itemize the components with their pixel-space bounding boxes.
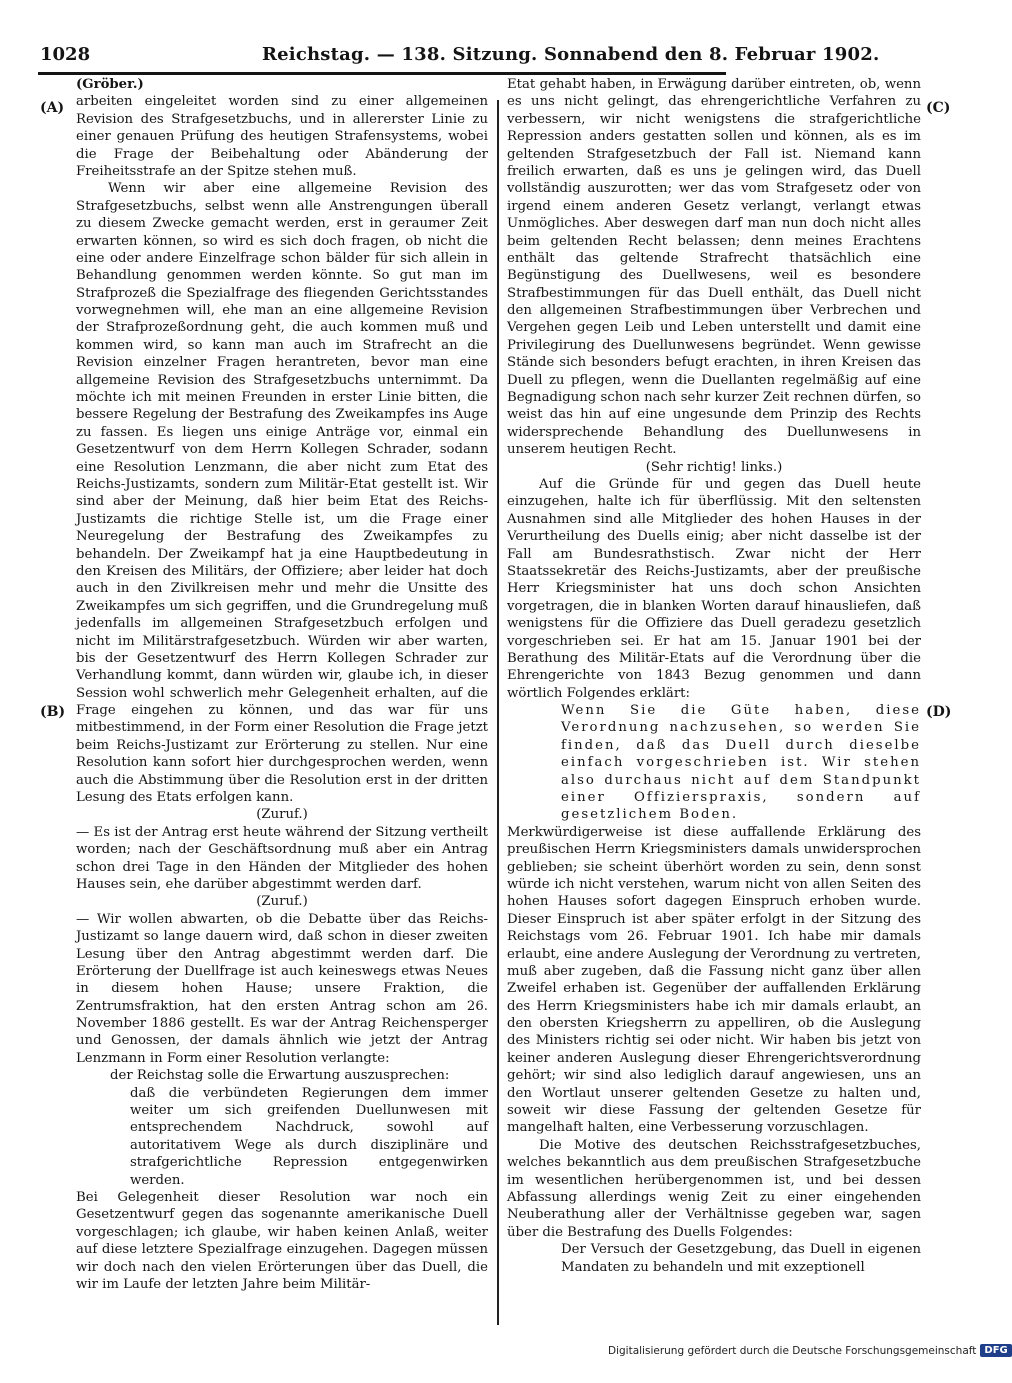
paragraph: Auf die Gründe für und gegen das Duell heute einzugehen, halte ich für überflüssig. Mit den seltensten Ausnahmen sind alle Mitglieder des hohen Hauses in der Verurtheilung des Duells einig; aber nicht dasselbe ist der Fall am Bundesrathstisch. Zwar nicht der Herr Staatssekretär des Reichs-Justizamts, aber der preußische Herr Kriegsminister hat uns doch schon Ansichten vorgetragen, die in blanken Worten darauf hinausliefen, daß wenigstens für die Offiziere das Duell geradezu gesetzlich vorgeschrieben sei. Er hat am 15. Januar 1901 bei der Berathung des Militär-Etats auf die Verordnung über die Ehrengerichte von 1843 Bezug genommen und dann wörtlich Folgendes erklärt: xyxy=(507,476,921,701)
block-quote: Wenn Sie die Güte haben, diese Verordnung nachzusehen, so werden Sie finden, daß das Duell durch dieselbe einfach vorgeschrieben ist. Wir stehen also durchaus nicht auf dem Standpunkt einer Offizierspraxis, sondern auf gesetzlichem Boden. xyxy=(561,703,921,823)
paragraph: Wenn wir aber eine allgemeine Revision des Strafgesetzbuchs, selbst wenn alle Anstrengungen überall zu diesem Zwecke gemacht werden, erst in geraumer Zeit erwarten können, so wird es sich doch fragen, ob nicht die eine oder andere Einzelfrage schon bälder für sich allein in Behandlung genommen werden könnte. So gut man im Strafprozeß die Spezialfrage des fliegenden Gerichtsstandes vorwegnehmen will, ehe man an eine allgemeine Revision der Strafprozeßordnung geht, die auch kommen muß und kommen wird, so kann man auch im Strafrecht an die Revision einzelner Fragen herantreten, bevor man eine allgemeine Revision des Strafgesetzbuchs unternimmt. Da möchte ich mit meinen Freunden in erster Linie bitten, die bessere Regelung der Bestrafung des Zweikampfes ins Auge zu fassen. Es liegen uns einige Anträge vor, einmal ein Gesetzentwurf von dem Herrn Kollegen Schrader, sodann eine Resolution Lenzmann, die aber nicht zum Etat des Reichs-Justizamts, sondern zum Militär-Etat gestellt ist. Wir sind aber der Meinung, daß hier beim Etat des Reichs-Justizamts die richtige Stelle ist, um die Frage einer Neuregelung der Bestrafung des Zweikampfes zu behandeln. Der Zweikampf hat ja eine Hauptbedeutung in den Kreisen des Militärs, der Offiziere; aber leider hat doch auch in den Zivilkreisen mehr und mehr die Unsitte des Zweikampfes um sich gegriffen, und die Grundregelung muß jedenfalls im allgemeinen Strafgesetzbuch erfolgen und nicht im Militärstrafgesetzbuch. Würden wir aber warten, bis der Gesetzentwurf des Herrn Kollegen Schrader zur Verhandlung kommt, dann würden wir, glaube ich, in dieser Session wohl schwerlich mehr Gelegenheit erhalten, auf die Frage eingehen zu können, und das war für uns mitbestimmend, in der Form einer Resolution die Frage jetzt beim Reichs-Justizamt zur Erörterung zu stellen. Nur eine Resolution kann sofort hier durchgesprochen werden, wenn auch die Abstimmung über die Resolution erst in der dritten Lesung des Etats erfolgen kann. xyxy=(76,181,488,806)
block-quote: daß die verbündeten Regierungen dem immer weiter um sich greifenden Duellunwesen mit entsprechendem Nachdruck, sowohl auf autoritativem Wege als durch disziplinäre und strafgerichtliche Repression entgegenwirken werden. xyxy=(130,1085,488,1188)
paragraph: — Es ist der Antrag erst heute während der Sitzung vertheilt worden; nach der Geschäftsordnung muß aber ein Antrag schon drei Tage in den Händen der Mitglieder des hohen Hauses sein, ehe darüber abgestimmt werden darf. xyxy=(76,824,488,892)
footer-text: Digitalisierung gefördert durch die Deutsche Forschungsgemeinschaft xyxy=(608,1344,977,1357)
footer-credit xyxy=(608,1344,1008,1357)
paragraph: Merkwürdigerweise ist diese auffallende Erklärung des preußischen Herrn Kriegsministers damals unwidersprochen geblieben; sie scheint überhört worden zu sein, denn sonst würde ich nicht verstehen, warum nicht von allen Seiten des hohen Hauses sofort dagegen Einspruch erhoben wurde. Dieser Einspruch ist aber später erfolgt in der Sitzung des Reichstags vom 26. Februar 1901. Ich habe mir damals erlaubt, eine andere Auslegung der Verordnung zu vertreten, muß aber zugeben, daß die Fassung nicht ganz über allen Zweifel erhaben ist. Gegenüber der auffallenden Erklärung des Herrn Kriegsministers habe ich mir damals erlaubt, an den obersten Kriegsherrn zu appelliren, ob die Auslegung des Ministers richtig sei oder nicht. Wir haben bis jetzt von keiner anderen Auslegung dieser Ehrengerichtsverordnung gehört; wir sind also lediglich darauf angewiesen, uns an den Wortlaut unserer geltenden Gesetze zu halten und, soweit wir diese Fassung der geltenden Gesetze für mangelhaft halten, eine Verbesserung vorzuschlagen. xyxy=(507,824,921,1136)
interjection: (Sehr richtig! links.) xyxy=(645,459,783,475)
interjection: (Zuruf.) xyxy=(256,894,308,910)
quote-intro: der Reichstag solle die Erwartung auszusprechen: xyxy=(110,1068,450,1084)
right-column xyxy=(507,76,921,1276)
left-column xyxy=(76,76,488,1293)
dfg-logo-icon: DFG xyxy=(980,1344,1011,1357)
paragraph: Bei Gelegenheit dieser Resolution war noch ein Gesetzentwurf gegen das sogenannte amerikanische Duell vorgeschlagen; ich glaube, wir haben keinen Anlaß, weiter auf diese letztere Spezialfrage einzugehen. Dagegen müssen wir doch nach den vielen Erörterungen über das Duell, die wir im Laufe der letzten Jahre beim Militär- xyxy=(76,1190,488,1292)
margin-marker-d: (D) xyxy=(926,704,952,720)
paragraph: Etat gehabt haben, in Erwägung darüber eintreten, ob, wenn es uns nicht gelingt, das ehrengerichtliche Verfahren zu verbessern, wir nicht wenigstens die strafgerichtliche Repression anders gestatten sollen und können, als es im geltenden Strafgesetzbuch der Fall ist. Niemand kann freilich erwarten, daß es uns je gelingen wird, das Duell vollständig auszurotten; wer das vom Strafgesetz oder von irgend einem anderen Gesetz verlangt, verlangt etwas Unmögliches. Aber deswegen darf man nun doch nicht alles beim geltenden Recht belassen; denn meines Erachtens enthält das geltende Strafrecht thatsächlich eine Begünstigung des Duellwesens, weil es besondere Strafbestimmungen für das Duell enthält, das Duell nicht den allgemeinen Strafbestimmungen über Verbrechen und Vergehen gegen Leib und Leben unterstellt und damit eine Privilegirung des Duellunwesens begründet. Wenn gewisse Stände sich besonders befugt erachten, in ihren Kreisen das Duell zu pflegen, wenn die Duellanten regelmäßig auf eine Begnadigung schon nach sehr kurzer Zeit rechnen dürfen, so weist das hin auf eine ungesunde dem Prinzip des Rechts widersprechende Behandlung des Duellunwesens in unserem heutigen Recht. xyxy=(507,77,921,458)
paragraph: arbeiten eingeleitet worden sind zu einer allgemeinen Revision des Strafgesetzbuchs, und in allererster Linie zu einer genauen Prüfung des heutigen Strafensystems, wobei die Frage der Beibehaltung oder Abänderung der Freiheitsstrafe an der Spitze stehen muß. xyxy=(76,94,488,179)
header-rule xyxy=(38,72,726,75)
column-separator xyxy=(497,100,499,1325)
interjection: (Zuruf.) xyxy=(256,807,308,823)
margin-marker-c: (C) xyxy=(926,100,951,116)
margin-marker-a: (A) xyxy=(40,100,65,116)
paragraph: Die Motive des deutschen Reichsstrafgesetzbuches, welches bekanntlich aus dem preußischen Strafgesetzbuche im wesentlichen herübergenommen ist, und bei dessen Abfassung allerdings wenig Zeit zu einer eingehenden Neuberathung aller der Verhältnisse gegeben war, sagen über die Bestrafung des Duells Folgendes: xyxy=(507,1137,921,1240)
page-number: 1028 xyxy=(40,44,91,65)
page-header xyxy=(0,0,1000,80)
margin-marker-b: (B) xyxy=(40,704,66,720)
paragraph: — Wir wollen abwarten, ob die Debatte über das Reichs-Justizamt so lange dauern wird, daß schon in dieser zweiten Lesung über den Antrag abgestimmt werden darf. Die Erörterung der Duellfrage ist auch keineswegs etwas Neues in diesem hohen Hause; unsere Fraktion, die Zentrumsfraktion, hat den ersten Antrag schon am 26. November 1886 gestellt. Es war der Antrag Reichensperger und Genossen, der damals ähnlich wie jetzt der Antrag Lenzmann in Form einer Resolution verlangte: xyxy=(76,911,488,1066)
block-quote: Der Versuch der Gesetzgebung, das Duell in eigenen Mandaten zu behandeln und mit exzeptionell xyxy=(561,1242,921,1275)
speaker-name: (Gröber.) xyxy=(76,77,144,92)
running-title: Reichstag. — 138. Sitzung. Sonnabend den 8. Februar 1902. xyxy=(262,44,880,65)
